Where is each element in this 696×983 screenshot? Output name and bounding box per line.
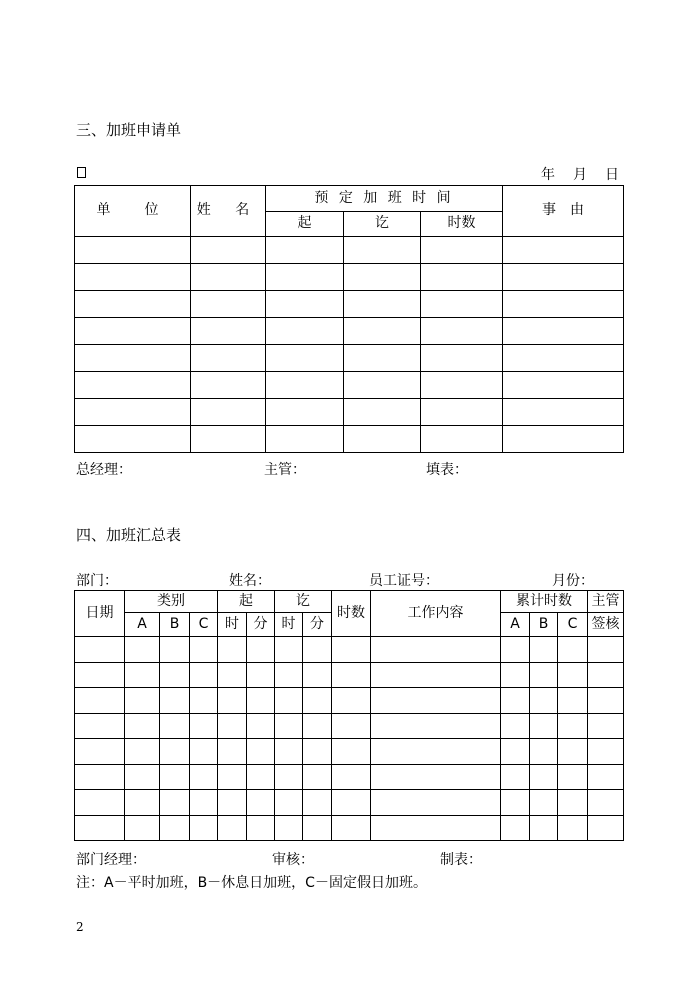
section4-title: 四、加班汇总表	[76, 526, 182, 544]
overtime-application-table	[74, 185, 624, 453]
header-end-hour: 时	[275, 613, 303, 637]
table-row	[75, 345, 624, 372]
checkbox-glyph	[77, 166, 86, 182]
header-category-a: A	[125, 613, 160, 637]
category-note: 注：A－平时加班，B－休息日加班，C－固定假日加班。	[76, 875, 427, 891]
header-cumulative-hours: 累计时数	[501, 591, 588, 613]
table-row	[75, 372, 624, 399]
header-reason: 事 由	[503, 186, 624, 237]
employee-id-label: 员工证号：	[369, 573, 439, 589]
header-category: 类别	[125, 591, 218, 613]
table-row	[75, 426, 624, 453]
table-row	[75, 291, 624, 318]
header-category-c: C	[190, 613, 218, 637]
header-name: 姓 名	[191, 186, 266, 237]
header-end: 讫	[275, 591, 332, 613]
header-start-minute: 分	[247, 613, 275, 637]
table-row	[75, 790, 624, 816]
section3-title: 三、加班申请单	[76, 121, 182, 139]
header-date: 日期	[75, 591, 125, 637]
filler-label: 填表：	[426, 462, 468, 478]
month-label: 月份：	[552, 573, 594, 589]
header-cumulative-a: A	[501, 613, 530, 637]
header-cumulative-c: C	[558, 613, 588, 637]
table-row	[75, 764, 624, 790]
header-hours: 时数	[421, 212, 503, 237]
header-start-hour: 时	[218, 613, 247, 637]
table-row	[75, 318, 624, 345]
dept-label: 部门：	[76, 573, 118, 589]
table-row	[75, 264, 624, 291]
header-start: 起	[218, 591, 275, 613]
name-label: 姓名：	[229, 573, 271, 589]
header-unit: 单 位	[75, 186, 191, 237]
table-row	[75, 713, 624, 739]
table-row	[75, 399, 624, 426]
table-row	[75, 662, 624, 688]
page-number: 2	[76, 920, 84, 934]
header-category-b: B	[160, 613, 190, 637]
table-row	[75, 637, 624, 663]
header-end-minute: 分	[303, 613, 332, 637]
header-work-content: 工作内容	[371, 591, 501, 637]
overtime-summary-table	[74, 590, 624, 841]
maker-label: 制表：	[440, 852, 482, 868]
header-supervisor: 主管	[588, 591, 624, 613]
header-hours: 时数	[332, 591, 371, 637]
date-label: 年 月 日	[541, 167, 621, 183]
table-row	[75, 688, 624, 714]
header-end: 讫	[344, 212, 421, 237]
header-cumulative-b: B	[530, 613, 558, 637]
supervisor-label: 主管：	[264, 462, 306, 478]
dept-manager-label: 部门经理：	[76, 852, 146, 868]
table-row	[75, 739, 624, 765]
gm-label: 总经理：	[76, 462, 132, 478]
table-row	[75, 815, 624, 841]
header-sign: 签核	[588, 613, 624, 637]
table-row	[75, 237, 624, 264]
header-start: 起	[266, 212, 344, 237]
review-label: 审核：	[272, 852, 314, 868]
header-planned-time: 预 定 加 班 时 间	[266, 186, 503, 212]
